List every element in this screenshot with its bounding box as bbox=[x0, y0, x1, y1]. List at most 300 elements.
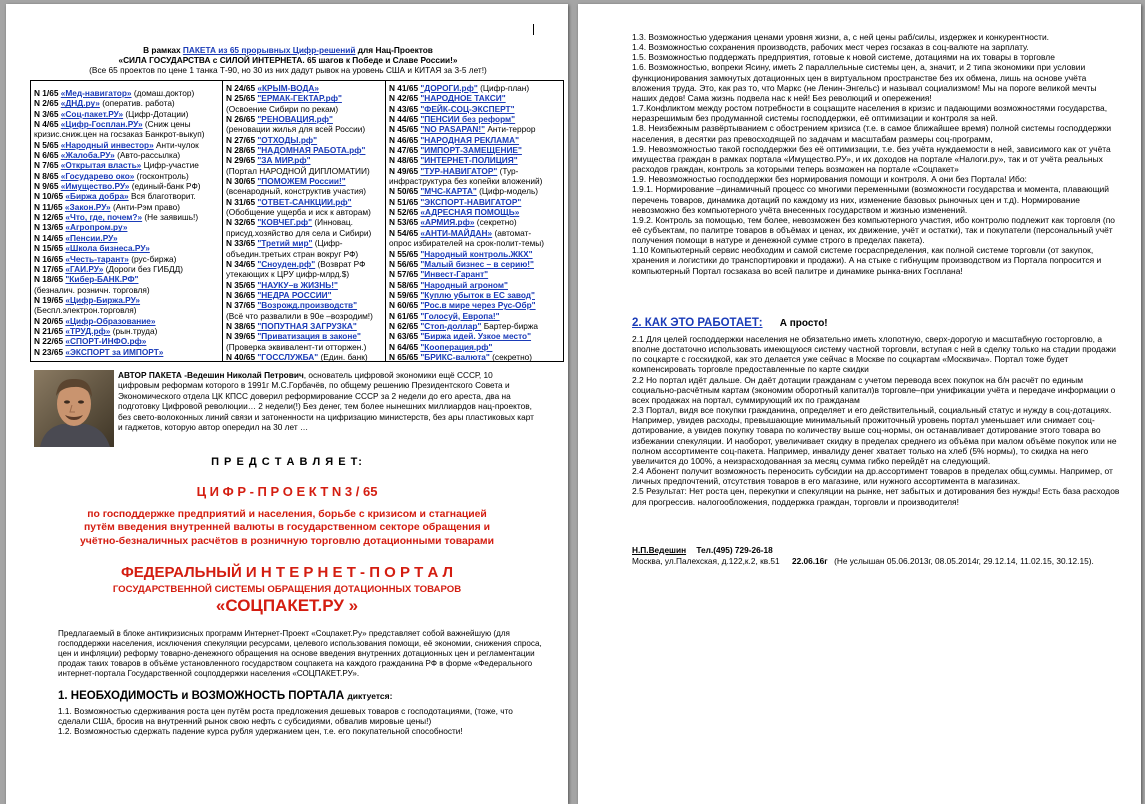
project-row bbox=[226, 135, 383, 145]
project-row bbox=[389, 259, 563, 269]
section-1-title bbox=[58, 690, 392, 702]
project-row bbox=[226, 300, 383, 310]
project-number: N 5/65 bbox=[34, 139, 59, 150]
project-link[interactable]: "ЗА МИР.рф" bbox=[257, 155, 311, 166]
author-label: АВТОР ПАКЕТА -Ведешин Николай Петрович bbox=[118, 370, 304, 380]
project-link[interactable]: "Малый бизнес – в серию!" bbox=[420, 258, 534, 269]
project-note: (Инновац. bbox=[312, 217, 353, 228]
project-link[interactable]: "ОТВЕТ-САНКЦИИ.рф" bbox=[257, 196, 352, 207]
project-link[interactable]: "НАДОМНАЯ РАБОТА.рф" bbox=[257, 145, 366, 156]
project-note: (Обобщение ущерба и иск к авторам) bbox=[226, 207, 371, 218]
project-number: N 41/65 bbox=[389, 83, 419, 93]
paragraph: 1.9.1. Нормирование –динамичный процесс со многими переменными (возможности государства и момента, плавающий перечень товаров, динамика дотаций по каждому из них, изменение базовых рыночных цен и т.д). Нормирование невозможно без компьютерного учёта внесенных государством и жизнью изменений. bbox=[632, 184, 1109, 215]
project-link[interactable]: «Закон.РУ» bbox=[64, 201, 111, 212]
project-number: N 43/65 bbox=[389, 103, 419, 114]
project-row bbox=[34, 171, 220, 181]
project-link[interactable]: "ПОПУТНАЯ ЗАГРУЗКА" bbox=[257, 320, 357, 331]
paragraph: 1.10 Компьютерный сервис необходим и самой системе госраспределения, как полной системе торговли (от закупок, хранения и логистики до транспортировки и продажи). А на стыке с гибнущим производством из Портала попросится и компьютерный Портал госзаказа во всей палитре и динамике рынка-вних Госплана! bbox=[632, 245, 1102, 276]
project-link[interactable]: "Голосуй, Европа!" bbox=[420, 310, 500, 321]
project-number: N 2/65 bbox=[34, 98, 59, 109]
project-number: N 27/65 bbox=[226, 134, 256, 145]
project-number: N 63/65 bbox=[389, 331, 419, 342]
section-2-suffix: А просто! bbox=[779, 318, 828, 329]
project-number: N 14/65 bbox=[34, 232, 64, 243]
project-row bbox=[389, 321, 563, 331]
project-link[interactable]: «ТРУД.рф» bbox=[65, 325, 111, 336]
project-link[interactable]: "Народный агроном" bbox=[420, 279, 508, 290]
project-row bbox=[226, 311, 383, 321]
project-row bbox=[34, 98, 220, 108]
project-link[interactable]: "Возрожд.производств" bbox=[257, 300, 358, 311]
project-number: N 44/65 bbox=[389, 114, 419, 125]
project-link[interactable]: "Инвест-Гарант" bbox=[420, 269, 489, 280]
paragraph: 1.3. Возможностью удержания ценами уровня жизни, а, с ней цены раб/силы, издержек и конкурентности. bbox=[632, 32, 1050, 42]
project-note: (Проверка эквивалент-ти отторжен.) bbox=[226, 341, 367, 352]
project-note: (Тур- bbox=[497, 165, 519, 176]
project-link[interactable]: "НАРОДНАЯ РЕКЛАМА" bbox=[420, 134, 520, 145]
project-row bbox=[226, 238, 383, 248]
project-row bbox=[226, 186, 383, 196]
project-number: N 52/65 bbox=[389, 207, 419, 218]
project-link[interactable]: «ДНД.ру» bbox=[60, 98, 100, 109]
project-subtitle-line: учётно-безналичных расчётов в розничную торговлю дотационными товарами bbox=[80, 535, 494, 547]
project-note: (всенародный, конструктив участия) bbox=[226, 186, 367, 197]
project-link[interactable]: «Честь-тарант» bbox=[65, 253, 129, 264]
project-link[interactable]: "КОВЧЕГ.рф" bbox=[257, 217, 313, 228]
project-row bbox=[226, 124, 383, 134]
project-link[interactable]: «Биржа добра» bbox=[65, 191, 129, 202]
project-row bbox=[389, 331, 563, 341]
project-number: N 28/65 bbox=[226, 145, 256, 156]
signature-date: 22.06.16г bbox=[791, 555, 828, 566]
project-row bbox=[226, 259, 383, 269]
project-row bbox=[34, 316, 220, 326]
project-row bbox=[226, 176, 383, 186]
paragraph: 1.9. Невозможностью такой господдержки без её оптимизации, т.е. без учёта нуждаемости в ней, зависимого как от учёта имущества граждан в рамках портала «Имущество.РУ», и их доходов на портале «Налоги.ру», так и от учёта реальных расходов граждан, контроль за которыми теперь возможен на портале «Соцпакет» bbox=[632, 143, 1111, 175]
project-row bbox=[389, 186, 563, 196]
project-link[interactable]: "Кибер-БАНК.РФ" bbox=[65, 274, 139, 285]
project-note: (госконтроль) bbox=[134, 170, 189, 181]
project-row bbox=[34, 336, 220, 346]
project-row bbox=[389, 249, 563, 259]
project-row bbox=[34, 140, 220, 150]
section-1-continued bbox=[632, 32, 1122, 276]
header-line-2: «СИЛА ГОСУДАРСТВА с СИЛОЙ ИНТЕРНЕТА. 65 шагов к Победе и Славе России!» bbox=[118, 55, 458, 65]
project-number: N 42/65 bbox=[389, 93, 419, 104]
project-link[interactable]: «КРЫМ-ВОДА» bbox=[257, 83, 320, 93]
project-row bbox=[34, 295, 220, 305]
project-link[interactable]: "Биржа идей. Узкое место" bbox=[420, 331, 532, 342]
project-row bbox=[34, 119, 220, 129]
project-number: N 33/65 bbox=[226, 238, 256, 249]
project-link[interactable]: "Кооперация.рф" bbox=[420, 341, 493, 352]
project-link[interactable]: "NO PASAPAN!" bbox=[420, 124, 486, 135]
project-row bbox=[226, 83, 383, 93]
portal-subtitle: ГОСУДАРСТВЕННОЙ СИСТЕМЫ ОБРАЩЕНИЯ ДОТАЦИОННЫХ ТОВАРОВ bbox=[112, 584, 462, 595]
project-number: N 54/65 bbox=[389, 227, 419, 238]
project-row bbox=[389, 135, 563, 145]
project-number: N 45/65 bbox=[389, 124, 419, 135]
project-link[interactable]: "ОТХОДЫ.рф" bbox=[257, 134, 318, 145]
project-link[interactable]: «Государево око» bbox=[60, 170, 135, 181]
project-note: (рус-биржа) bbox=[128, 253, 177, 264]
project-number: N 49/65 bbox=[389, 165, 419, 176]
project-link[interactable]: «Мед-навигатор» bbox=[60, 88, 132, 98]
paragraph: 2.1 Для целей господдержки населения не обязательно иметь хлопотную, сверх-дорогую и масштабную госторговлю, а вполне достаточно использовать имеющуюся систему частной торговли, вступая с ней в сделку только на стадии продажи по соцкарте с госскидкой, как это делается уже сейчас в Москве по соцкартам «Москвича». Портал тоже будет компенсировать торговле предоставленные по карте скидки bbox=[632, 334, 1117, 375]
project-row bbox=[389, 176, 563, 186]
project-row bbox=[389, 145, 563, 155]
project-row bbox=[226, 93, 383, 103]
project-number: N 12/65 bbox=[34, 212, 64, 223]
paragraph: 1.2. Возможностью сдержать падение курса рубля удержанием цен, т.е. его покупательной способности! bbox=[58, 726, 463, 737]
project-number: N 8/65 bbox=[34, 170, 59, 181]
projects-column-2 bbox=[223, 81, 386, 361]
project-note: (Авто-рассылка) bbox=[114, 150, 181, 161]
project-link[interactable]: «Имущество.РУ» bbox=[60, 181, 130, 192]
project-note: (Цифр-план) bbox=[477, 83, 530, 93]
header-suffix: для Нац-Проектов bbox=[357, 45, 433, 55]
project-link[interactable]: "Третий мир" bbox=[257, 238, 313, 249]
project-row bbox=[34, 88, 220, 98]
project-row bbox=[226, 145, 383, 155]
project-row bbox=[34, 285, 220, 295]
paragraph: 1.8. Неизбежным развёртыванием с обострением кризиса (т.е. в самое ближайшее время) полной системы господдержки населения, в десятки раз превосходящей по задачам и масштабам размеры соц-программ, bbox=[632, 123, 1112, 144]
project-row bbox=[226, 217, 383, 227]
signature-name: Н.П.Ведешин bbox=[632, 545, 687, 555]
project-link[interactable]: "ПЕНСИИ без реформ" bbox=[420, 114, 516, 125]
section-1-heading: 1. НЕОБХОДИМОСТЬ и ВОЗМОЖНОСТЬ ПОРТАЛА bbox=[58, 690, 345, 702]
project-note: (Един. банк) bbox=[318, 351, 368, 361]
project-note: объедин.третьих стран вокруг РФ) bbox=[226, 248, 359, 259]
project-note: (Беспл.электрон.торговля) bbox=[34, 305, 137, 316]
project-title: Ц И Ф Р - П Р О Е К Т N 3 / 65 bbox=[196, 484, 378, 499]
project-note: (Цифр-Дотации) bbox=[123, 108, 189, 119]
project-number: N 47/65 bbox=[389, 145, 419, 156]
section-2-title bbox=[632, 317, 828, 329]
project-row bbox=[34, 202, 220, 212]
section-1-body bbox=[58, 706, 544, 737]
project-note: (единый-банк РФ) bbox=[129, 181, 201, 192]
project-row bbox=[389, 238, 563, 248]
project-row bbox=[226, 114, 383, 124]
project-row bbox=[226, 290, 383, 300]
project-note: (Цифр-модель) bbox=[476, 186, 539, 197]
project-number: N 36/65 bbox=[226, 289, 256, 300]
project-note: Анти-террор bbox=[485, 124, 536, 135]
project-number: N 11/65 bbox=[34, 201, 63, 212]
paragraph: 2.2 Но портал идёт дальше. Он даёт дотации гражданам с учетом перевода всех покупок на б/н расчёт по единым социально-расчётным картам (экономим оборотный капитал)в торговле–при унификации учёта и передаче информации о всех продажах на портал, суммирующий их по гражданам bbox=[632, 374, 1116, 405]
project-row bbox=[34, 254, 220, 264]
project-link[interactable]: "Куплю убыток в ЕС завод" bbox=[420, 289, 535, 300]
project-row bbox=[389, 311, 563, 321]
project-number: N 25/65 bbox=[226, 93, 256, 104]
project-number: N 58/65 bbox=[389, 279, 419, 290]
project-subtitle-line: путём введения внутренней валюты в государственном секторе обращения и bbox=[84, 522, 490, 534]
project-note: (оператив. работа) bbox=[99, 98, 175, 109]
project-note: Вся благотворит. bbox=[128, 191, 196, 202]
project-note: (реновации жилья для всей России) bbox=[226, 124, 366, 135]
section-1-suffix: диктуется: bbox=[347, 691, 393, 701]
project-number: N 51/65 bbox=[389, 196, 419, 207]
project-row bbox=[34, 347, 220, 357]
project-link[interactable]: «Открытая власть» bbox=[60, 160, 142, 171]
project-number: N 38/65 bbox=[226, 320, 256, 331]
project-row bbox=[226, 269, 383, 279]
project-number: N 31/65 bbox=[226, 196, 256, 207]
project-link[interactable]: «ЭКСПОРТ за ИМПОРТ» bbox=[65, 346, 164, 357]
paragraph: 1.5. Возможностью поддержать предприятия, готовые к новой системе, дотациями на их товары в торговле bbox=[632, 52, 1055, 63]
project-note: (автомат- bbox=[492, 227, 532, 238]
package-link[interactable]: ПАКЕТА из 65 прорывных Цифр-решений bbox=[182, 45, 356, 55]
project-link[interactable]: «ГАИ.РУ» bbox=[65, 263, 104, 274]
project-note: кризис.сниж.цен на госзаказ Банкрот-выкуп) bbox=[34, 129, 205, 140]
project-row bbox=[34, 264, 220, 274]
project-link[interactable]: "Приватизация в законе" bbox=[257, 331, 361, 342]
project-link[interactable]: «Пенсии.РУ» bbox=[65, 232, 118, 243]
project-row bbox=[34, 212, 220, 222]
project-row bbox=[34, 191, 220, 201]
project-link[interactable]: "РЕНОВАЦИЯ.рф" bbox=[257, 114, 333, 125]
project-row bbox=[34, 150, 220, 160]
project-link[interactable]: «Цифр-Госплан.РУ» bbox=[60, 119, 143, 130]
project-number: N 55/65 bbox=[389, 248, 419, 259]
project-row bbox=[389, 197, 563, 207]
project-number: N 16/65 bbox=[34, 253, 64, 264]
project-number: N 62/65 bbox=[389, 320, 419, 331]
project-row bbox=[34, 222, 220, 232]
project-note: (Возврат РФ bbox=[315, 258, 366, 269]
project-note: Цифр-участие bbox=[141, 160, 199, 171]
author-block bbox=[118, 370, 534, 432]
project-number: N 6/65 bbox=[34, 150, 59, 161]
paragraph: 1.9. Невозможностью господдержки без нормирования помощи и контроля. А они без Портала! Ибо: bbox=[632, 174, 1027, 185]
project-link[interactable]: "ГОССЛУЖБА" bbox=[257, 351, 319, 361]
project-number: N 18/65 bbox=[34, 274, 64, 285]
project-row bbox=[34, 326, 220, 336]
project-number: N 21/65 bbox=[34, 325, 64, 336]
project-number: N 17/65 bbox=[34, 263, 64, 274]
project-row bbox=[226, 249, 383, 259]
project-number: N 30/65 bbox=[226, 176, 256, 187]
project-row bbox=[389, 269, 563, 279]
text-cursor bbox=[533, 24, 534, 35]
project-row bbox=[34, 243, 220, 253]
project-note: (безналич. розничн. торговля) bbox=[34, 284, 150, 295]
project-row bbox=[389, 300, 563, 310]
signature-address: Москва, ул.Палехская, д.122,к.2, кв.51 bbox=[632, 555, 780, 566]
project-subtitle bbox=[6, 508, 568, 548]
project-note: (Сниж цены bbox=[142, 119, 191, 130]
project-subtitle-line: по господдержке предприятий и населения, борьбе с кризисом и стагнацией bbox=[87, 509, 487, 520]
project-link[interactable]: "Народный контроль.ЖКХ" bbox=[420, 248, 533, 259]
document-page-right bbox=[578, 4, 1141, 804]
project-note: (Цифр- bbox=[312, 238, 343, 249]
project-link[interactable]: "НАРОДНОЕ ТАКСИ" bbox=[420, 93, 506, 104]
project-number: N 48/65 bbox=[389, 155, 419, 166]
projects-table bbox=[30, 80, 564, 362]
project-number: N 26/65 bbox=[226, 114, 256, 125]
project-row bbox=[389, 217, 563, 227]
project-number: N 40/65 bbox=[226, 351, 256, 361]
project-row bbox=[34, 109, 220, 119]
project-note: (Всё что развалили в 90е –возродим!) bbox=[226, 310, 373, 321]
project-number: N 15/65 bbox=[34, 243, 64, 254]
project-note: утекающих к ЦРУ цифр-млрд.$) bbox=[226, 269, 350, 280]
project-link[interactable]: «АРМИЯ.рф» bbox=[420, 217, 475, 228]
project-row bbox=[389, 166, 563, 176]
project-number: N 39/65 bbox=[226, 331, 256, 342]
project-note: присуд.хозяйство для села и Сибири) bbox=[226, 227, 372, 238]
project-number: N 1/65 bbox=[34, 88, 59, 98]
project-link[interactable]: "Стоп-доллар" bbox=[420, 320, 482, 331]
project-number: N 29/65 bbox=[226, 155, 256, 166]
project-number: N 23/65 bbox=[34, 346, 64, 357]
paragraph: 2.4 Абонент получит возможность переносить субсидии на др.ассортимент товаров в пределах общ.суммы. Например, от личных предпочтений, отсутствия товаров в его магазине, или нужного ассортимента в магазинах. bbox=[632, 466, 1113, 487]
project-link[interactable]: «Что, где, почем?» bbox=[65, 212, 143, 223]
project-note: (домаш.доктор) bbox=[131, 88, 195, 98]
portal-title: ФЕДЕРАЛЬНЫЙ И Н Т Е Р Н Е Т - П О Р Т А Л bbox=[120, 564, 454, 581]
project-number: N 65/65 bbox=[389, 351, 419, 361]
portal-name: «СОЦПАКЕТ.РУ » bbox=[215, 596, 359, 615]
project-row bbox=[226, 280, 383, 290]
project-link[interactable]: "Сноуден.рф" bbox=[257, 258, 316, 269]
project-number: N 7/65 bbox=[34, 160, 59, 171]
project-row bbox=[226, 331, 383, 341]
project-link[interactable]: «АДРЕСНАЯ ПОМОЩЬ» bbox=[420, 207, 520, 218]
project-link[interactable]: «АНТИ-МАЙДАН» bbox=[420, 227, 493, 238]
project-row bbox=[389, 228, 563, 238]
project-number: N 64/65 bbox=[389, 341, 419, 352]
author-text: , основатель цифровой экономики ещё СССР, 10 цифровым реформам которого в 1991г М.С.Горбачёв, по общему решению Президентского Совета и Экономического отдела ЦК КПСС доверил реформирование СССР за 2 недели до его ареста, два на подготовку Цифровой революции… 2 недели(!) Без денег, тем более нынешних миллиардов нац-проектов, без свето-волоконных линий связи и затоненности на цифризацию министерств, без ары пластиковых карт и гаджетов, которую автор опередил на 30 лет … bbox=[118, 370, 534, 433]
project-link[interactable]: "ИНТЕРНЕТ-ПОЛИЦИЯ" bbox=[420, 155, 518, 166]
project-number: N 37/65 bbox=[226, 300, 256, 311]
project-row bbox=[226, 228, 383, 238]
project-row bbox=[389, 114, 563, 124]
project-number: N 34/65 bbox=[226, 258, 256, 269]
document-page-left bbox=[6, 4, 568, 804]
project-link[interactable]: "НЕДРА РОССИИ" bbox=[257, 289, 332, 300]
project-link[interactable]: "ПОМОЖЕМ России!" bbox=[257, 176, 346, 187]
project-note: (рын.труда) bbox=[110, 325, 158, 336]
project-row bbox=[389, 280, 563, 290]
project-row bbox=[389, 207, 563, 217]
project-link[interactable]: "Рос.в мире через Рус-Обр" bbox=[420, 300, 536, 311]
project-row bbox=[34, 160, 220, 170]
project-row bbox=[389, 93, 563, 103]
paragraph: 1.6. Возможностью, вопреки Ясину, иметь 2 параллельные системы цен, а, значит, и 2 типа экономики при условии функционирования замкнутых дотационных цен в виртуальном пространстве без их обмена, лишь на основе учёта вложения труда. Это, как раз то, что Маркс (не Ленин-Энгельс) и называл социализмом! Мы на пороге великой мечты наших дедов! Сама жизнь подвела нас к ней! Без революций и опережения! bbox=[632, 62, 1097, 103]
project-number: N 50/65 bbox=[389, 186, 419, 197]
project-number: N 35/65 bbox=[226, 279, 256, 290]
project-link[interactable]: «Школа бизнеса.РУ» bbox=[65, 243, 150, 254]
project-row bbox=[226, 166, 383, 176]
project-row bbox=[389, 155, 563, 165]
project-link[interactable]: "БРИКС-валюта" bbox=[420, 351, 490, 361]
project-link[interactable]: «Агропром.ру» bbox=[65, 222, 128, 233]
project-number: N 10/65 bbox=[34, 191, 64, 202]
project-link[interactable]: «Народный инвестор» bbox=[60, 139, 154, 150]
project-note: (Анти-Рэм право) bbox=[110, 201, 181, 212]
project-row bbox=[389, 83, 563, 93]
project-note: (Освоение Сибири по рекам) bbox=[226, 103, 339, 114]
project-number: N 57/65 bbox=[389, 269, 419, 280]
paragraph: 1.4. Возможностью сохранения производств, рабочих мест через госзаказ в соц-валюте на зарплату. bbox=[632, 42, 1029, 53]
projects-column-1 bbox=[31, 81, 223, 361]
header-line-1 bbox=[28, 45, 548, 55]
project-row bbox=[226, 155, 383, 165]
project-number: N 61/65 bbox=[389, 310, 419, 321]
project-link[interactable]: "ФЕЙК-СОЦ-ЭКСПЕРТ" bbox=[420, 103, 515, 114]
project-row bbox=[226, 321, 383, 331]
project-row bbox=[34, 274, 220, 284]
project-number: N 9/65 bbox=[34, 181, 59, 192]
signature-block bbox=[632, 545, 1132, 566]
project-link[interactable]: "НАУКУ–в ЖИЗНЬ!" bbox=[257, 279, 338, 290]
project-link[interactable]: «Цифр-Образование» bbox=[65, 315, 156, 326]
project-number: N 53/65 bbox=[389, 217, 419, 228]
project-note: (Не заявишь!) bbox=[142, 212, 199, 223]
project-link[interactable]: "МЧС-КАРТА" bbox=[420, 186, 477, 197]
project-row bbox=[34, 305, 220, 315]
signature-note: (Не услышан 05.06.2013г, 08.05.2014г, 29.12.14, 11.02.15, 30.12.15). bbox=[834, 555, 1094, 566]
intro-paragraph: Предлагаемый в блоке антикризисных программ Интернет-Проект «Соцпакет.Ру» представляет собой важнейшую (для господдержки населения, исключения спекуляции ресурсами, целевого использования помощи, её экономии, снижения спроса, цен и инфляции) реформу товарно-денежного обращения на основе введения внутренних дотационных цен и регламентации продаж таких товаров в объёме установленного государством соцпакета на каждого гражданина РФ в форме «Федерального интернет-портала Государственной соцподдержки населения «СОЦПАКЕТ.РУ». bbox=[58, 629, 542, 679]
project-number: N 32/65 bbox=[226, 217, 256, 228]
project-link[interactable]: "ДОРОГИ.рф" bbox=[420, 83, 478, 93]
project-row bbox=[34, 129, 220, 139]
projects-column-3 bbox=[386, 81, 565, 361]
project-link[interactable]: "ЕРМАК-ГЕКТАР.рф" bbox=[257, 93, 342, 104]
project-row bbox=[389, 352, 563, 361]
signature-phone: Тел.(495) 729-26-18 bbox=[696, 545, 773, 555]
project-link[interactable]: "ИМПОРТ-ЗАМЕЩЕНИЕ" bbox=[420, 145, 522, 156]
project-row bbox=[34, 233, 220, 243]
project-row bbox=[226, 207, 383, 217]
project-number: N 46/65 bbox=[389, 134, 419, 145]
paragraph: 1.9.2. Контроль за помощью, тем более, невозможен без компьютерного участия, ибо контролю подлежит как торговля (по её субъектам, по палитре товаров в объёмах и ценах, их движение, учёт и остатки), так и покупатели (персональный учёт получения помощи в натуре и денежной сумме строго в пределах пакета). bbox=[632, 214, 1115, 246]
project-number: N 3/65 bbox=[34, 108, 59, 119]
project-link[interactable]: "ТУР-НАВИГАТОР" bbox=[420, 165, 498, 176]
paragraph: 2.3 Портал, видя все покупки гражданина, определяет и его действительный, социальный статус и нужду в соц-дотациях. Например, увидев расходы, превышающие минимальный прожиточный уровень портал уменьшает или снимает соц-дотирование, а увидев покупку товара по количеству выше соц-нормы, он останавливает дотирование этого товара во избежании спекуляции. И наоборот, увеличивает скидку в пределах среднего из объёма при малом объёме покупок или не полном ассортименте соц-пакета. Например, инвалиду денег хватает только на хлеб (5% нормы), то скидка на него увеличится до 100%, а неизрасходованная за месяц сумма гибко перейдёт на следующий. bbox=[632, 405, 1117, 466]
project-note: (секретно) bbox=[474, 217, 517, 228]
project-note: (Портал НАРОДНОЙ ДИПЛОМАТИИ) bbox=[226, 165, 370, 176]
project-note: (секретно) bbox=[489, 351, 533, 361]
project-link[interactable]: «СПОРТ-ИНФО.рф» bbox=[65, 336, 147, 347]
section-2-body bbox=[632, 334, 1122, 507]
project-row bbox=[226, 197, 383, 207]
project-note: (Дороги без ГИБДД) bbox=[103, 263, 184, 274]
project-number: N 4/65 bbox=[34, 119, 59, 130]
paragraph: 1.7.Конфликтом между ростом потребности в соцзащите населения в кризис и падающими возможностями государства, неразрешимым без продуманной системы господдержки, её оптимизации и контроля за ней. bbox=[632, 103, 1108, 124]
project-link[interactable]: «Цифр-Биржа.РУ» bbox=[65, 294, 141, 305]
project-number: N 56/65 bbox=[389, 258, 419, 269]
paragraph: 2.5 Результат: Нет роста цен, перекупки и спекуляции на рынке, нет забытых и дотирования без нужды! Есть база расходов для прогрессив. налогообложения, поддержка граждан, торговли и производителя! bbox=[632, 486, 1120, 507]
section-2-heading: 2. КАК ЭТО РАБОТАЕТ: bbox=[632, 317, 763, 329]
project-row bbox=[389, 290, 563, 300]
presents-heading: П Р Е Д С Т А В Л Я Е Т: bbox=[211, 456, 363, 468]
project-number: N 60/65 bbox=[389, 300, 419, 311]
project-link[interactable]: "ЭКСПОРТ-НАВИГАТОР" bbox=[420, 196, 522, 207]
project-row bbox=[389, 104, 563, 114]
project-link[interactable]: «Жалоба.РУ» bbox=[60, 150, 115, 161]
project-row bbox=[226, 342, 383, 352]
project-note: опрос избирателей на срок-полит-темы) bbox=[389, 238, 544, 249]
project-number: N 19/65 bbox=[34, 294, 64, 305]
project-number: N 22/65 bbox=[34, 336, 64, 347]
project-row bbox=[226, 104, 383, 114]
project-row bbox=[389, 124, 563, 134]
header-prefix: В рамках bbox=[143, 45, 181, 55]
project-link[interactable]: «Соц-пакет.РУ» bbox=[60, 108, 124, 119]
project-number: N 59/65 bbox=[389, 289, 419, 300]
